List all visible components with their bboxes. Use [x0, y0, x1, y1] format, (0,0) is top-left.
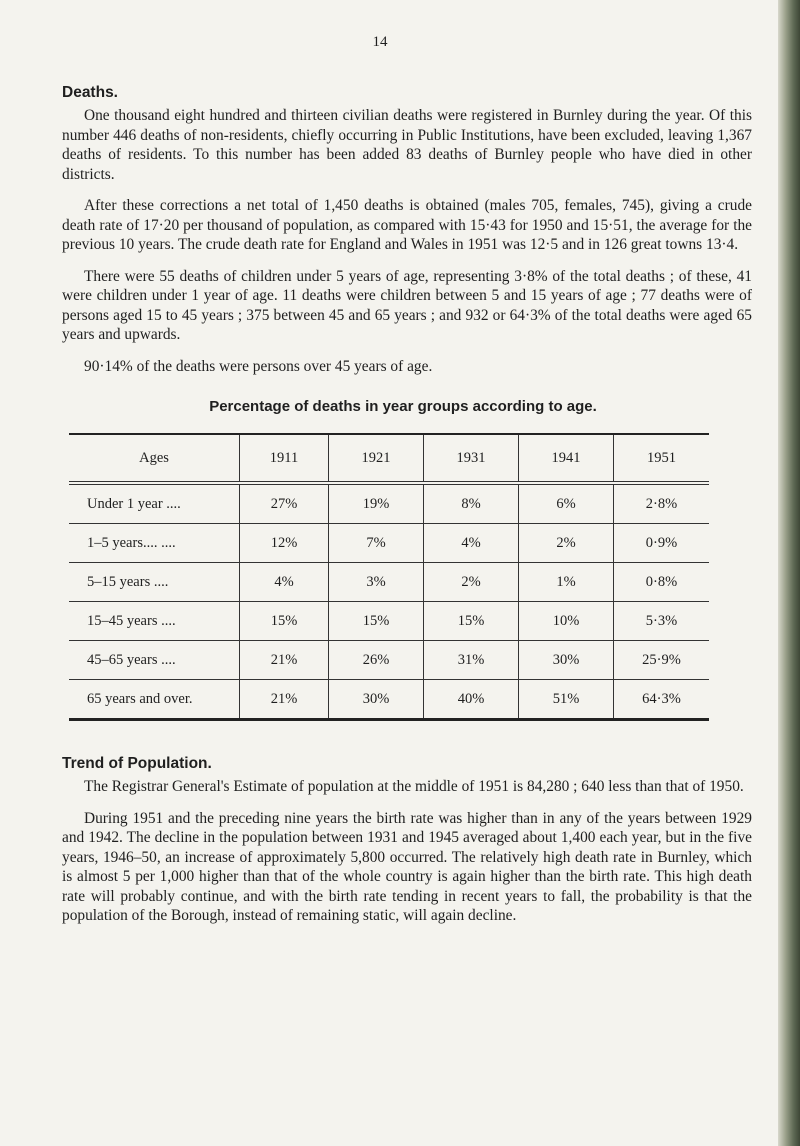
table-cell: 30% [329, 680, 424, 720]
table-cell: 64·3% [614, 680, 710, 720]
table-row [69, 680, 709, 720]
table-cell: 30% [519, 641, 614, 680]
page-number: 14 [372, 34, 388, 50]
table-cell: 21% [240, 641, 329, 680]
table-cell: 2% [424, 563, 519, 602]
table-row [69, 563, 709, 602]
trend-paragraph: The Registrar General's Estimate of population at the middle of 1951 is 84,280 ; 640 less than that of 1950. [84, 778, 744, 795]
table-cell: 12% [240, 524, 329, 563]
deaths-paragraph: After these corrections a net total of 1,450 deaths is obtained (males 705, females, 745), giving a crude death rate of 17·20 per thousand of population, as compared with 15·43 for 1950 and 15·51, the average for the previous 10 years. The crude death rate for England and Wales in 1951 was 12·5 and in 126 great towns 13·4. [62, 197, 752, 253]
table-cell: 1–5 years.... .... [87, 534, 176, 551]
column-header: 1931 [424, 434, 519, 483]
table-cell: 15% [424, 602, 519, 641]
table-cell: 21% [240, 680, 329, 720]
table-cell: 5·3% [614, 602, 710, 641]
table-cell: 26% [329, 641, 424, 680]
table-cell: 0·8% [614, 563, 710, 602]
table-cell: 65 years and over. [87, 690, 193, 707]
table-cell: 40% [424, 680, 519, 720]
table-cell: 2% [519, 524, 614, 563]
table-cell: 15–45 years .... [87, 612, 176, 629]
table-cell: 2·8% [614, 483, 710, 524]
column-header: 1921 [329, 434, 424, 483]
table-row [69, 524, 709, 563]
table-cell: 27% [240, 483, 329, 524]
table-cell: 45–65 years .... [87, 651, 176, 668]
deaths-heading: Deaths. [62, 84, 118, 101]
table-cell: 5–15 years .... [87, 573, 169, 590]
trend-heading: Trend of Population. [62, 755, 212, 772]
column-header: 1941 [519, 434, 614, 483]
table-cell: 8% [424, 483, 519, 524]
column-header: 1951 [614, 434, 710, 483]
table-cell: 7% [329, 524, 424, 563]
table-row [69, 641, 709, 680]
table-cell: Under 1 year .... [87, 495, 181, 512]
table-cell: 10% [519, 602, 614, 641]
table-header-row [69, 434, 709, 483]
age-table-title: Percentage of deaths in year groups according to age. [209, 398, 597, 415]
table-cell: 19% [329, 483, 424, 524]
deaths-paragraph: 90·14% of the deaths were persons over 45 years of age. [84, 357, 433, 375]
table-cell: 31% [424, 641, 519, 680]
table-cell: 0·9% [614, 524, 710, 563]
table-cell: 51% [519, 680, 614, 720]
table-cell: 15% [329, 602, 424, 641]
table-cell: 1% [519, 563, 614, 602]
page-content [62, 84, 752, 926]
table-row [69, 602, 709, 641]
column-header: 1911 [240, 434, 329, 483]
age-percentage-table [69, 433, 709, 721]
table-row [69, 483, 709, 524]
deaths-paragraph: There were 55 deaths of children under 5 years of age, representing 3·8% of the total deaths ; of these, 41 were children under 1 year of age. 11 deaths were children between 5 and 15 years of age ; 77 deaths were of persons aged 15 to 45 years ; 375 between 45 and 65 years ; and 932 or 64·3% of the total deaths were aged 65 years and upwards. [62, 267, 752, 343]
table-cell: 4% [240, 563, 329, 602]
page-edge-shadow [778, 0, 800, 1146]
trend-paragraph: During 1951 and the preceding nine years the birth rate was higher than in any of the years between 1929 and 1942. The decline in the population between 1931 and 1945 averaged about 1,400 each year, but in the five years, 1946–50, an increase of approximately 5,800 occurred. The relatively high death rate in Burnley, which is almost 5 per 1,000 higher than that of the whole country is again higher than the birth rate. This high death rate will probably continue, and with the birth rate tending in recent years to fall, the probability is that the population of the Borough, instead of remaining static, will again decline. [62, 809, 752, 924]
table-cell: 25·9% [614, 641, 710, 680]
table-cell: 15% [240, 602, 329, 641]
table-cell: 6% [519, 483, 614, 524]
deaths-paragraph: One thousand eight hundred and thirteen civilian deaths were registered in Burnley during the year. Of this number 446 deaths of non-residents, chiefly occurring in Public Institutions, have been excluded, leaving 1,367 deaths of residents. To this number has been added 83 deaths of Burnley people who have died in other districts. [62, 107, 752, 183]
table-cell: 3% [329, 563, 424, 602]
column-header: Ages [139, 449, 169, 466]
table-cell: 4% [424, 524, 519, 563]
